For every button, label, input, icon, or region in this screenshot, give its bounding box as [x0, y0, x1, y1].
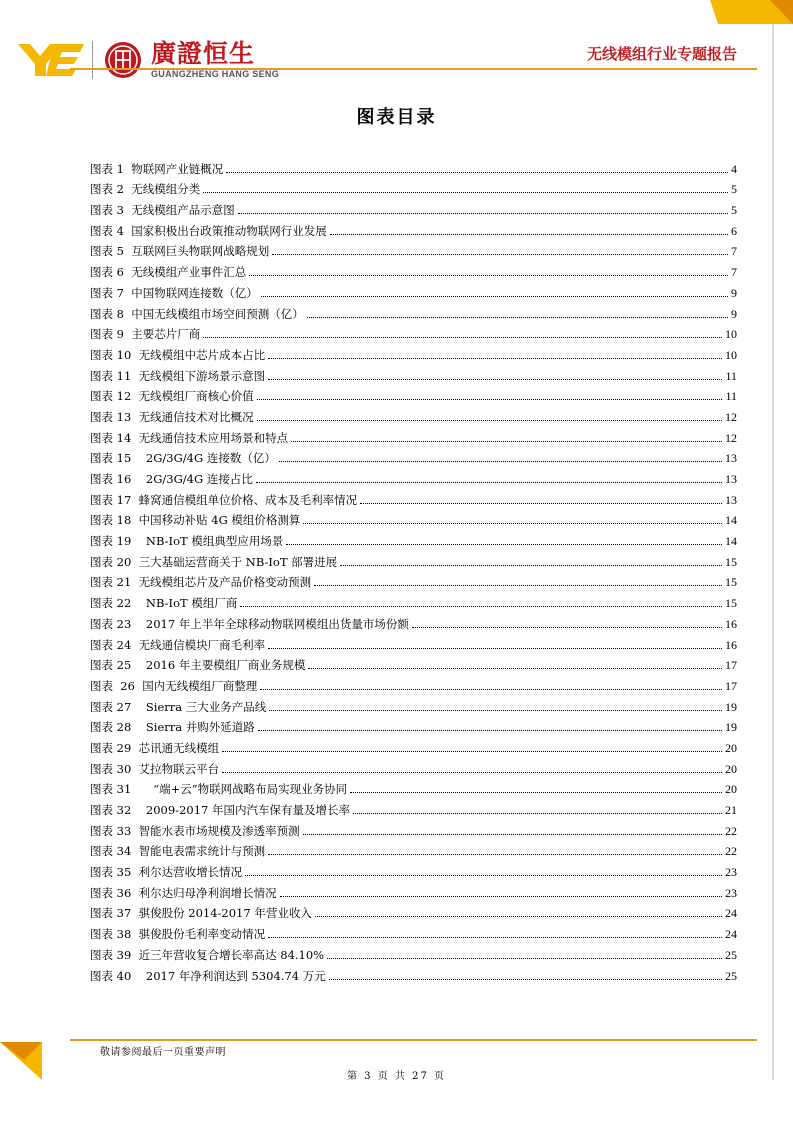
toc-entry-label: 图表 23 2017 年上半年全球移动物联网模组出货量市场份额 — [90, 616, 409, 631]
toc-entry-label: 图表 14 无线通信技术应用场景和特点 — [90, 430, 289, 445]
toc-leader-dots — [307, 317, 728, 318]
toc-entry[interactable] — [90, 611, 737, 632]
toc-entry-page: 10 — [725, 347, 737, 362]
toc-entry[interactable] — [90, 363, 737, 384]
toc-entry-label: 图表 18 中国移动补贴 4G 模组价格测算 — [90, 513, 301, 528]
toc-entry-label: 图表 16 2G/3G/4G 连接占比 — [90, 472, 253, 486]
toc-entry-page: 23 — [725, 885, 737, 900]
toc-entry-page: 10 — [725, 327, 737, 342]
toc-entry-page: 21 — [725, 803, 737, 817]
toc-leader-dots — [258, 730, 722, 731]
toc-entry-label: 图表 35 利尔达营收增长情况 — [90, 865, 243, 880]
toc-entry-label: 图表 7 中国物联网连接数（亿） — [90, 285, 258, 300]
toc-entry-label: 图表 11 无线模组下游场景示意图 — [90, 368, 266, 383]
toc-entry-page: 6 — [731, 223, 737, 238]
toc-entry-label: 图表 28 Sierra 并购外延道路 — [90, 720, 255, 735]
toc-leader-dots — [286, 544, 722, 545]
toc-entry-page: 17 — [725, 658, 737, 673]
toc-leader-dots — [226, 172, 728, 173]
toc-entry-page: 5 — [731, 182, 737, 197]
toc-entry[interactable] — [90, 404, 737, 425]
toc-entry[interactable] — [90, 466, 737, 487]
toc-entry-page: 20 — [725, 761, 737, 776]
toc-entry-page: 9 — [731, 285, 737, 300]
seal-icon — [103, 40, 143, 80]
toc-entry-label: 图表 29 芯讯通无线模组 — [90, 740, 220, 755]
toc-entry-page: 24 — [725, 906, 737, 921]
toc-entry-page: 7 — [731, 244, 737, 259]
toc-entry-page: 23 — [725, 865, 737, 880]
toc-entry[interactable] — [90, 156, 737, 177]
toc-entry[interactable] — [90, 570, 737, 591]
toc-entry-label: 图表 26 国内无线模组厂商整理 — [90, 678, 258, 693]
toc-leader-dots — [280, 896, 722, 897]
toc-entry-label: 图表 19 NB-IoT 模组典型应用场景 — [90, 534, 284, 549]
toc-entry-page: 11 — [725, 389, 737, 404]
toc-entry-label: 图表 39 近三年营收复合增长率高达 84.10% — [90, 947, 325, 962]
right-edge-bar — [772, 24, 774, 1080]
toc-entry-page: 16 — [725, 616, 737, 631]
toc-entry-page: 12 — [725, 430, 737, 445]
toc-entry[interactable] — [90, 384, 737, 405]
toc-entry-page: 5 — [731, 203, 737, 218]
toc-entry-page: 15 — [725, 575, 737, 590]
toc-leader-dots — [203, 337, 722, 338]
toc-entry[interactable] — [90, 880, 737, 901]
toc-entry-page: 13 — [725, 451, 737, 466]
brand-logo — [18, 36, 279, 84]
toc-leader-dots — [303, 834, 722, 835]
toc-entry-label: 图表 38 骐俊股份毛利率变动情况 — [90, 927, 266, 942]
toc-leader-dots — [272, 254, 728, 255]
toc-entry-page: 16 — [725, 637, 737, 652]
toc-leader-dots — [268, 648, 722, 649]
toc-entry[interactable] — [90, 963, 737, 984]
footer-rule — [70, 1039, 757, 1041]
toc-entry[interactable] — [90, 197, 737, 218]
toc-entry-page: 25 — [725, 947, 737, 962]
toc-leader-dots — [303, 523, 722, 524]
toc-entry-page: 25 — [725, 968, 737, 983]
toc-entry-page: 13 — [725, 472, 737, 486]
header-corner-decoration — [710, 0, 793, 24]
toc-entry[interactable] — [90, 797, 737, 818]
toc-leader-dots — [260, 689, 722, 690]
toc-entry[interactable] — [90, 322, 737, 343]
toc-leader-dots — [330, 234, 728, 235]
toc-entry-label: 图表 24 无线通信模块厂商毛利率 — [90, 637, 266, 652]
toc-entry-page: 9 — [731, 306, 737, 321]
toc-entry-page: 14 — [725, 534, 737, 549]
toc-entry-page: 11 — [725, 368, 737, 383]
toc-entry[interactable] — [90, 653, 737, 674]
toc-entry[interactable] — [90, 839, 737, 860]
brand-name-cn: 廣證恒生 — [151, 39, 256, 68]
toc-leader-dots — [279, 461, 722, 462]
toc-entry[interactable] — [90, 777, 737, 798]
toc-entry-page: 17 — [725, 678, 737, 693]
toc-leader-dots — [245, 875, 722, 876]
toc-entry[interactable] — [90, 280, 737, 301]
toc-entry-page: 7 — [731, 265, 737, 280]
toc-entry-label: 图表 25 2016 年主要模组厂商业务规模 — [90, 658, 306, 673]
toc-entry[interactable] — [90, 425, 737, 446]
toc-entry-label: 图表 10 无线模组中芯片成本占比 — [90, 347, 266, 362]
toc-entry-label: 图表 36 利尔达归母净利润增长情况 — [90, 885, 277, 900]
toc-leader-dots — [268, 379, 722, 380]
toc-entry-page: 12 — [725, 409, 737, 424]
toc-leader-dots — [329, 979, 722, 980]
toc-entry-page: 20 — [725, 740, 737, 755]
toc-entry[interactable] — [90, 528, 737, 549]
toc-entry[interactable] — [90, 508, 737, 529]
toc-entry-label: 图表 34 智能电表需求统计与预测 — [90, 844, 266, 859]
toc-entry[interactable] — [90, 735, 737, 756]
ye-logo-icon — [18, 40, 84, 80]
toc-entry[interactable] — [90, 177, 737, 198]
toc-entry-page: 24 — [725, 927, 737, 942]
toc-leader-dots — [268, 358, 722, 359]
toc-leader-dots — [222, 772, 722, 773]
toc-entry[interactable] — [90, 239, 737, 260]
page-number: 第 3 页 共 27 页 — [347, 1071, 446, 1082]
toc-entry[interactable] — [90, 942, 737, 963]
toc-entry-label: 图表 22 NB-IoT 模组厂商 — [90, 596, 238, 611]
toc-entry[interactable] — [90, 921, 737, 942]
toc-leader-dots — [315, 916, 722, 917]
toc-leader-dots — [203, 192, 728, 193]
toc-entry-label: 图表 6 无线模组产业事件汇总 — [90, 265, 247, 280]
toc-entry-label: 图表 21 无线模组芯片及产品价格变动预测 — [90, 575, 312, 590]
toc-entry-label: 图表 13 无线通信技术对比概况 — [90, 409, 254, 424]
toc-leader-dots — [261, 296, 728, 297]
toc-leader-dots — [238, 213, 728, 214]
brand-name-en: GUANGZHENG HANG SENG — [151, 69, 280, 79]
toc-entry-label: 图表 17 蜂窝通信模组单位价格、成本及毛利率情况 — [90, 492, 358, 507]
table-of-figures — [90, 156, 737, 984]
toc-entry-label: 图表 30 艾拉物联云平台 — [90, 761, 220, 776]
toc-entry[interactable] — [90, 259, 737, 280]
report-title: 无线模组行业专题报告 — [586, 45, 737, 63]
toc-entry[interactable] — [90, 446, 737, 467]
toc-leader-dots — [350, 792, 722, 793]
toc-leader-dots — [222, 751, 722, 752]
toc-entry[interactable] — [90, 694, 737, 715]
toc-entry-page: 22 — [725, 823, 737, 838]
toc-leader-dots — [268, 854, 722, 855]
toc-entry-page: 19 — [725, 720, 737, 735]
toc-entry[interactable] — [90, 715, 737, 736]
toc-entry-label: 图表 3 无线模组产品示意图 — [90, 203, 235, 218]
toc-leader-dots — [412, 627, 722, 628]
toc-entry[interactable] — [90, 590, 737, 611]
toc-entry-page: 19 — [725, 699, 737, 714]
page-title: 图表目录 — [356, 107, 437, 128]
toc-entry-label: 图表 2 无线模组分类 — [90, 182, 201, 197]
header-rule — [70, 68, 757, 70]
toc-leader-dots — [269, 710, 722, 711]
toc-leader-dots — [308, 668, 722, 669]
toc-entry-label: 图表 15 2G/3G/4G 连接数（亿） — [90, 451, 276, 466]
toc-entry-page: 15 — [725, 596, 737, 611]
toc-leader-dots — [256, 482, 722, 483]
toc-entry-label: 图表 8 中国无线模组市场空间预测（亿） — [90, 306, 304, 321]
toc-entry-page: 14 — [725, 513, 737, 528]
toc-entry-label: 图表 31 “端+云”物联网战略布局实现业务协同 — [90, 782, 348, 797]
toc-entry[interactable] — [90, 901, 737, 922]
toc-entry[interactable] — [90, 859, 737, 880]
toc-entry[interactable] — [90, 487, 737, 508]
toc-entry-label: 图表 27 Sierra 三大业务产品线 — [90, 699, 267, 714]
toc-entry-label: 图表 33 智能水表市场规模及渗透率预测 — [90, 823, 300, 838]
toc-leader-dots — [327, 958, 722, 959]
disclaimer-note: 敬请参阅最后一页重要声明 — [100, 1047, 226, 1058]
toc-entry-page: 22 — [725, 844, 737, 859]
toc-entry-page: 13 — [725, 492, 737, 507]
toc-entry-label: 图表 5 互联网巨头物联网战略规划 — [90, 244, 270, 259]
toc-leader-dots — [353, 813, 722, 814]
toc-leader-dots — [340, 565, 722, 566]
toc-entry[interactable] — [90, 818, 737, 839]
brand-divider — [92, 41, 93, 79]
toc-leader-dots — [249, 275, 728, 276]
toc-entry[interactable] — [90, 218, 737, 239]
toc-entry-label: 图表 32 2009-2017 年国内汽车保有量及增长率 — [90, 803, 350, 817]
toc-entry[interactable] — [90, 549, 737, 570]
toc-entry-label: 图表 40 2017 年净利润达到 5304.74 万元 — [90, 968, 326, 983]
toc-entry[interactable] — [90, 673, 737, 694]
toc-entry-label: 图表 20 三大基础运营商关于 NB-IoT 部署进展 — [90, 554, 338, 569]
toc-entry-label: 图表 9 主要芯片厂商 — [90, 327, 201, 342]
toc-entry-page: 15 — [725, 554, 737, 569]
toc-leader-dots — [291, 441, 722, 442]
toc-entry-page: 20 — [725, 782, 737, 797]
toc-entry-label: 图表 4 国家积极出台政策推动物联网行业发展 — [90, 223, 327, 238]
toc-leader-dots — [257, 420, 722, 421]
toc-leader-dots — [240, 606, 722, 607]
toc-entry[interactable] — [90, 342, 737, 363]
toc-entry[interactable] — [90, 756, 737, 777]
toc-leader-dots — [360, 503, 722, 504]
toc-entry-label: 图表 37 骐俊股份 2014-2017 年营业收入 — [90, 906, 312, 921]
toc-entry-page: 4 — [731, 161, 737, 176]
toc-leader-dots — [268, 937, 722, 938]
toc-entry-label: 图表 12 无线模组厂商核心价值 — [90, 389, 254, 404]
toc-leader-dots — [314, 585, 722, 586]
toc-leader-dots — [257, 399, 723, 400]
toc-entry[interactable] — [90, 301, 737, 322]
toc-entry-label: 图表 1 物联网产业链概况 — [90, 161, 224, 176]
toc-entry[interactable] — [90, 632, 737, 653]
